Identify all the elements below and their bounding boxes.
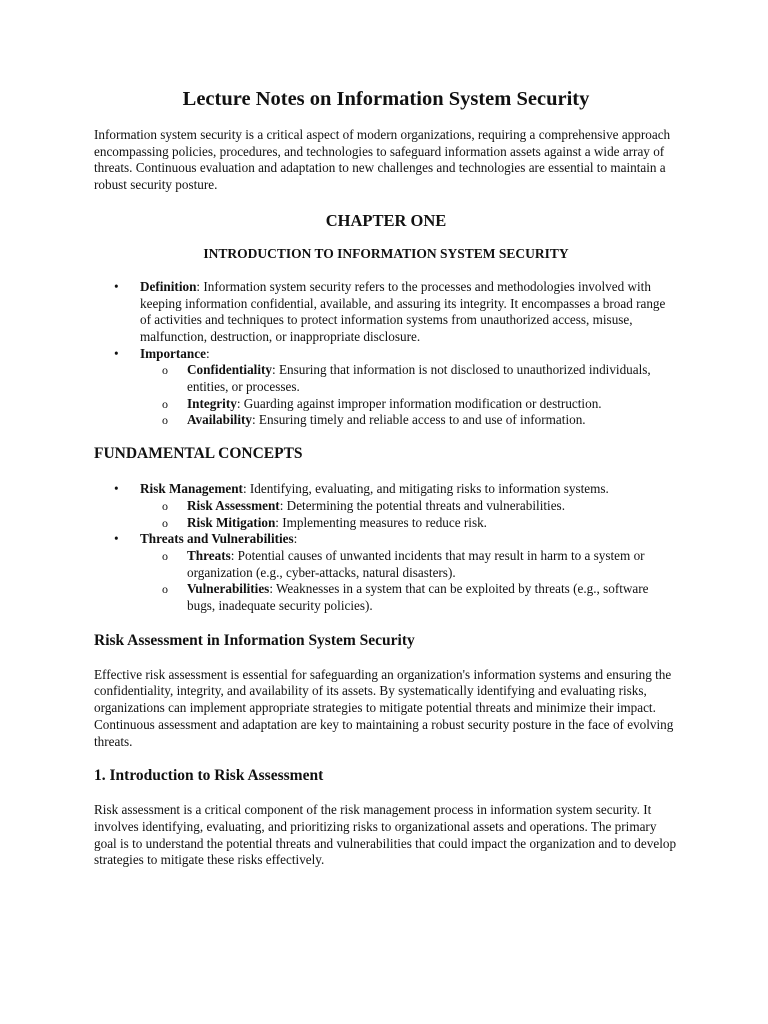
- term: Threats and Vulnerabilities: [140, 531, 294, 547]
- sub-item-availability: [140, 412, 678, 429]
- intro-risk-paragraph: Risk assessment is a critical component of the risk management process in information system security. It involves identifying, evaluating, and prioritizing risks to organizational assets and operations. The primary goal is to understand the potential threats and vulnerabilities that could impact the organization and to develop strategies to mitigate these risks effectively.: [94, 802, 677, 868]
- list-item-threats-vulnerabilities: [94, 531, 678, 615]
- term: Confidentiality: [187, 362, 272, 378]
- circle-bullet-icon: o: [162, 582, 168, 597]
- sub-item-threats: [140, 548, 678, 581]
- sub-item-risk-assessment: [140, 498, 678, 515]
- circle-bullet-icon: o: [162, 548, 168, 563]
- list-item-risk-management: [94, 481, 678, 531]
- chapter-list: [94, 279, 678, 429]
- intro-risk-heading: 1. Introduction to Risk Assessment: [94, 767, 324, 785]
- bullet-icon: •: [114, 531, 119, 547]
- term: Risk Management: [140, 481, 243, 497]
- chapter-label: CHAPTER ONE: [325, 210, 447, 230]
- circle-bullet-icon: o: [162, 396, 168, 411]
- list-item-definition: [94, 279, 678, 346]
- term: Definition: [140, 278, 197, 294]
- sub-list: [140, 548, 678, 615]
- item-text: : Guarding against improper information modification or destruction.: [236, 395, 602, 411]
- risk-section-paragraph: Effective risk assessment is essential for safeguarding an organization's information systems and ensuring the confidentiality, integrity, and availability of its assets. By systematically identifying and evaluating risks, organizations can implement appropriate strategies to mitigate potential threats and minimize their impact. Continuous assessment and adaptation are key to maintaining a robust security posture in the face of evolving threats.: [94, 666, 674, 749]
- term: Vulnerabilities: [187, 581, 270, 597]
- item-text: : Potential causes of unwanted incidents that may result in harm to a system or organization (e.g., cyber-attacks, natural disasters).: [187, 547, 645, 580]
- circle-bullet-icon: o: [162, 498, 168, 513]
- term: Availability: [187, 412, 252, 428]
- item-text: :: [205, 345, 210, 361]
- item-text: : Determining the potential threats and vulnerabilities.: [279, 497, 565, 513]
- fundamental-heading: FUNDAMENTAL CONCEPTS: [94, 445, 303, 463]
- bullet-icon: •: [114, 278, 119, 294]
- sub-item-risk-mitigation: [140, 515, 678, 532]
- item-text: : Implementing measures to reduce risk.: [275, 514, 487, 530]
- page-title: Lecture Notes on Information System Security: [182, 88, 590, 110]
- bullet-icon: •: [114, 481, 119, 497]
- item-text: : Weaknesses in a system that can be exploited by threats (e.g., software bugs, inadequate security policies).: [187, 581, 649, 614]
- item-text: : Ensuring that information is not disclosed to unauthorized individuals, entities, or processes.: [187, 362, 651, 395]
- chapter-subtitle: INTRODUCTION TO INFORMATION SYSTEM SECURITY: [203, 245, 569, 261]
- sub-list: [140, 498, 678, 531]
- term: Risk Mitigation: [187, 514, 276, 530]
- document-page: [94, 86, 678, 869]
- circle-bullet-icon: o: [162, 515, 168, 530]
- item-text: : Ensuring timely and reliable access to and use of information.: [251, 412, 586, 428]
- risk-section-heading: Risk Assessment in Information System Security: [94, 631, 415, 649]
- sub-list: [140, 362, 678, 429]
- item-text: :: [293, 531, 298, 547]
- fundamental-list: [94, 481, 678, 615]
- item-text: : Information system security refers to the processes and methodologies involved with keeping information confidential, available, and assuring its integrity. It encompasses a broad range of activities and techniques to protect information systems from unauthorized access, misuse, malfunction, destruction, or inappropriate disclosure.: [140, 278, 666, 344]
- term: Threats: [187, 547, 231, 563]
- sub-item-integrity: [140, 396, 678, 413]
- list-item-importance: [94, 346, 678, 430]
- circle-bullet-icon: o: [162, 413, 168, 428]
- item-text: : Identifying, evaluating, and mitigating risks to information systems.: [242, 481, 609, 497]
- term: Importance: [140, 345, 206, 361]
- intro-paragraph: Information system security is a critical aspect of modern organizations, requiring a comprehensive approach encompassing policies, procedures, and technologies to safeguard information assets against a wide array of threats. Continuous evaluation and adaptation to new challenges and technologies are essential to maintain a robust security posture.: [94, 127, 671, 193]
- sub-item-confidentiality: [140, 362, 678, 395]
- circle-bullet-icon: o: [162, 363, 168, 378]
- bullet-icon: •: [114, 345, 119, 361]
- term: Integrity: [187, 395, 237, 411]
- sub-item-vulnerabilities: [140, 581, 678, 614]
- term: Risk Assessment: [187, 497, 280, 513]
